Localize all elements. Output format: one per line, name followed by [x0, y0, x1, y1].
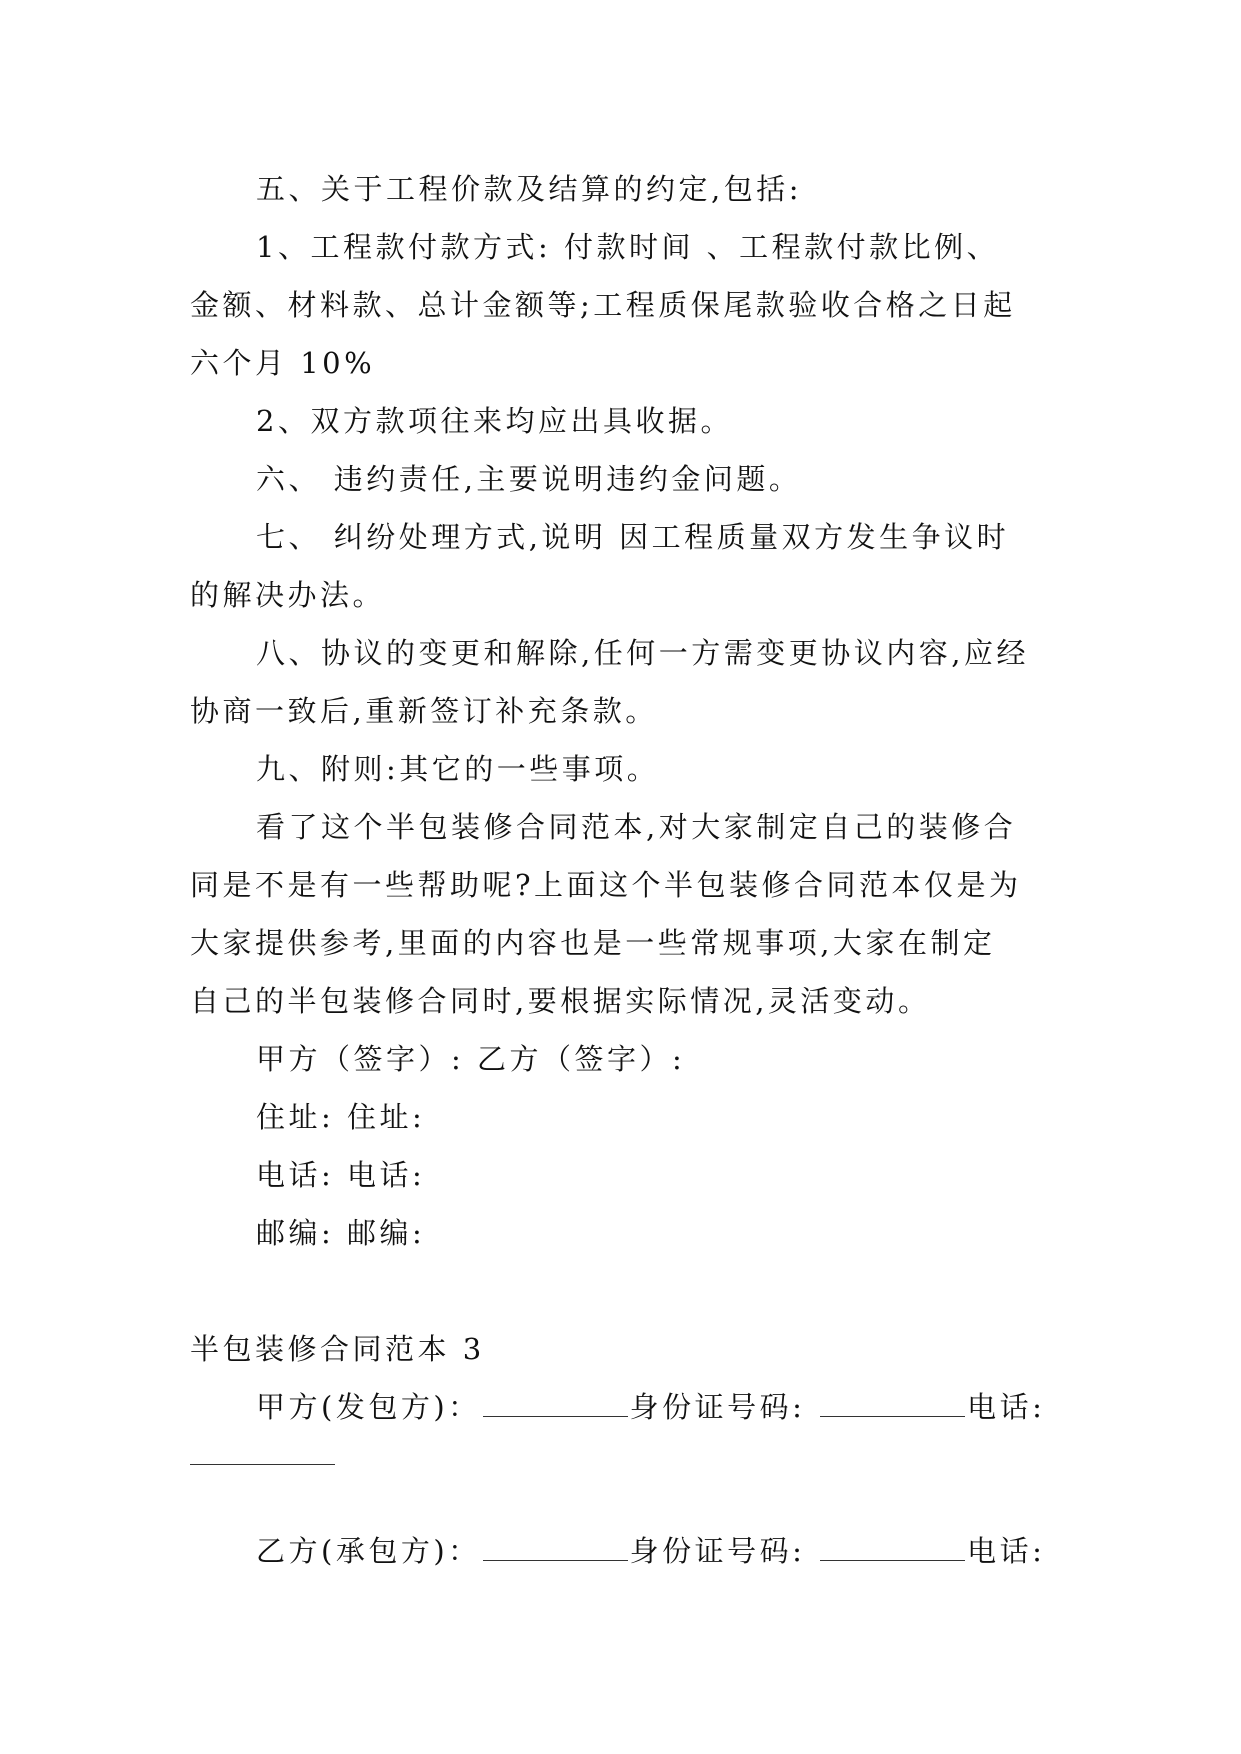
paragraph-line: 五、关于工程价款及结算的约定,包括:: [256, 172, 802, 206]
paragraph-line: 金额、材料款、总计金额等;工程质保尾款验收合格之日起: [190, 288, 1016, 322]
address-line: 住址: 住址:: [256, 1100, 426, 1134]
party-b-id-blank[interactable]: [820, 1559, 965, 1561]
document-page: [190, 160, 1060, 1580]
paragraph-line: 协商一致后,重新签订补充条款。: [190, 694, 658, 728]
paragraph-line: 七、 纠纷处理方式,说明 因工程质量双方发生争议时: [256, 520, 1010, 554]
phone-line: 电话: 电话:: [256, 1158, 426, 1192]
party-a-name-blank[interactable]: [483, 1415, 628, 1417]
party-a-phone-line: [190, 1464, 1060, 1522]
paragraph-line: 八、协议的变更和解除,任何一方需变更协议内容,应经: [256, 636, 1029, 670]
paragraph-line: 的解决办法。: [190, 578, 386, 612]
party-b-line: [190, 1522, 1060, 1580]
signature-line: 甲方（签字）: 乙方（签字）:: [256, 1042, 686, 1076]
party-a-phone-blank[interactable]: [190, 1464, 335, 1465]
party-a-line: [190, 1378, 1060, 1436]
party-b-name-blank[interactable]: [483, 1559, 628, 1561]
paragraph-line: 同是不是有一些帮助呢?上面这个半包装修合同范本仅是为: [190, 868, 1022, 902]
postcode-line: 邮编: 邮编:: [256, 1216, 426, 1250]
paragraph-line: 六个月 10%: [190, 346, 376, 380]
party-a-phone-label: 电话:: [967, 1390, 1046, 1424]
party-a-id-label: 身份证号码:: [629, 1390, 819, 1424]
paragraph-line: 2、双方款项往来均应出具收据。: [256, 404, 733, 438]
paragraph-line: 大家提供参考,里面的内容也是一些常规事项,大家在制定: [190, 926, 996, 960]
party-a-id-blank[interactable]: [820, 1415, 965, 1417]
section-title: 半包装修合同范本 3: [190, 1332, 485, 1366]
spacer: [190, 1262, 1060, 1320]
party-b-phone-label: 电话:: [967, 1534, 1046, 1568]
paragraph-line: 九、附则:其它的一些事项。: [256, 752, 660, 786]
paragraph-line: 自己的半包装修合同时,要根据实际情况,灵活变动。: [190, 984, 931, 1018]
party-b-label: 乙方(承包方)：: [256, 1534, 481, 1568]
paragraph-line: 1、工程款付款方式: 付款时间 、工程款付款比例、: [256, 230, 1000, 264]
paragraph-line: 看了这个半包装修合同范本,对大家制定自己的装修合: [256, 810, 1017, 844]
party-a-label: 甲方(发包方)：: [256, 1390, 481, 1424]
paragraph-line: 六、 违约责任,主要说明违约金问题。: [256, 462, 802, 496]
party-b-id-label: 身份证号码:: [629, 1534, 819, 1568]
